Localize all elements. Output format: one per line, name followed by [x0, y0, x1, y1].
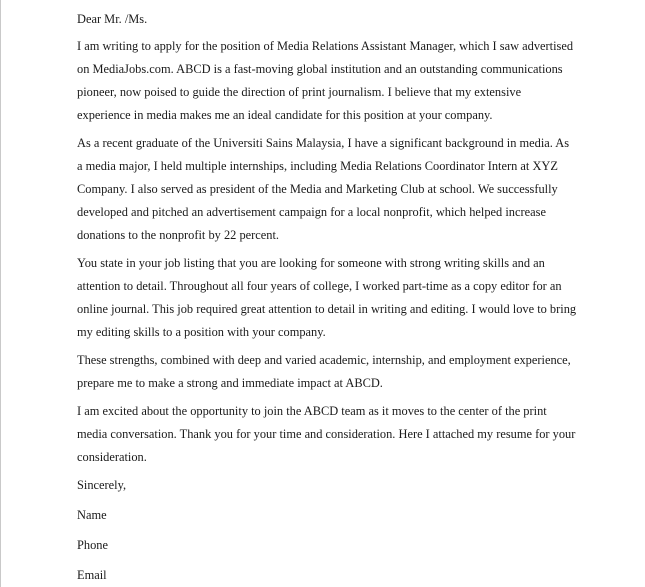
paragraph-background: As a recent graduate of the Universiti Sains Malaysia, I have a significant background in media. As a media major, I held multiple internships, including Media Relations Coordinator Intern at XYZ Company. I also served as president of the Media and Marketing Club at school. We successfully developed and pitched an advertisement campaign for a local nonprofit, which helped increase donations to the nonprofit by 22 percent. — [77, 136, 570, 242]
salutation: Dear Mr. /Ms. — [77, 12, 148, 26]
paragraph-closing: I am excited about the opportunity to join the ABCD team as it moves to the center of the print media conversation. Thank you for your time and consideration. Here I attached my resume for your consideration. — [77, 404, 576, 464]
cover-letter — [77, 8, 577, 587]
signature-name: Name — [77, 508, 107, 522]
closing-line: Sincerely, — [77, 478, 127, 492]
paragraph-intro: I am writing to apply for the position of Media Relations Assistant Manager, which I saw advertised on MediaJobs.com. ABCD is a fast-moving global institution and an outstanding communications pioneer, now poised to guide the direction of print journalism. I believe that my extensive experience in media makes me an ideal candidate for this position at your company. — [77, 39, 574, 122]
signature-email: Email — [77, 568, 107, 582]
paragraph-strengths: These strengths, combined with deep and varied academic, internship, and employment experience, prepare me to make a strong and immediate impact at ABCD. — [77, 353, 571, 390]
signature-phone: Phone — [77, 538, 108, 552]
paragraph-skills: You state in your job listing that you are looking for someone with strong writing skills and an attention to detail. Throughout all four years of college, I worked part-time as a copy editor for an online journal. This job required great attention to detail in writing and editing. I would love to bring my editing skills to a position with your company. — [77, 256, 577, 339]
